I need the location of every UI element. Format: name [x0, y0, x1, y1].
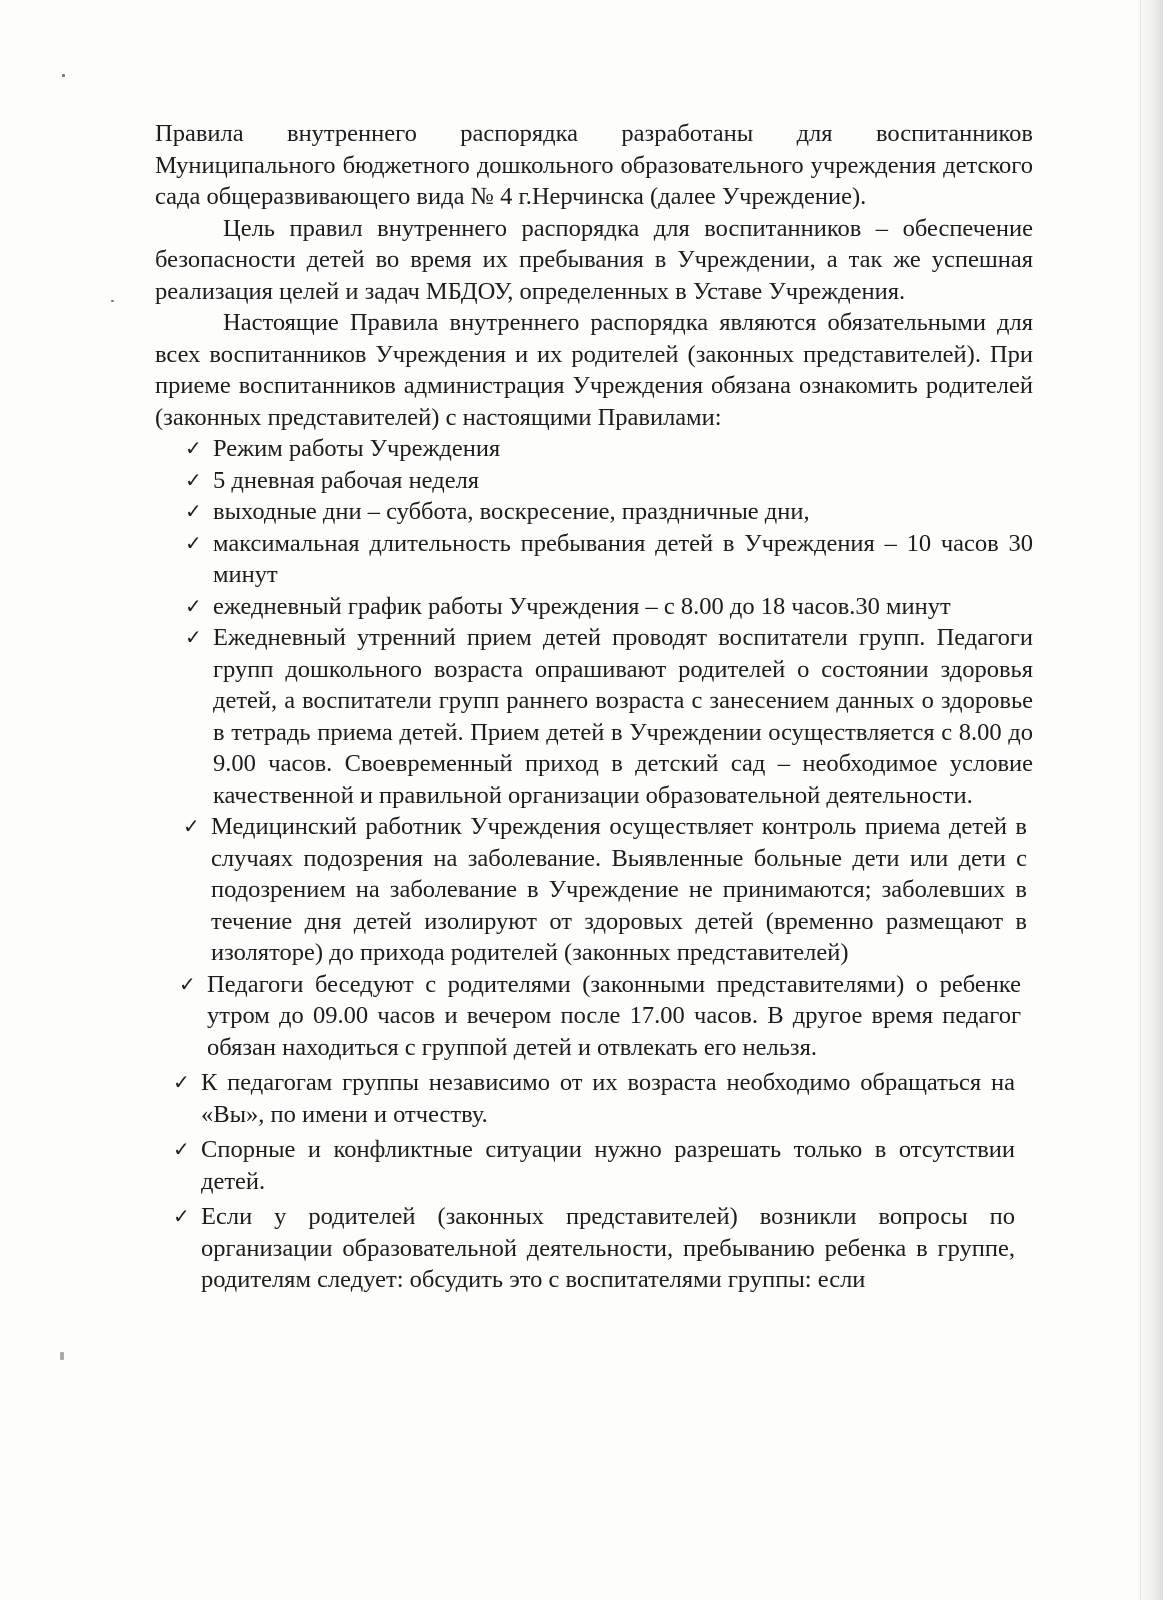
checkmark-icon: ✓	[173, 1070, 190, 1094]
checkmark-icon: ✓	[185, 467, 202, 492]
checkmark-icon: ✓	[179, 971, 196, 996]
intro-paragraph: Правила внутреннего распорядка разработаны для воспитанников Муниципального бюджетного дошкольного образовательного учреждения детского сада общеразвивающего вида № 4 г.Нерчинска (далее Учреждение).	[155, 120, 1033, 210]
list-item	[155, 1067, 1015, 1130]
purpose-paragraph: Цель правил внутреннего распорядка для воспитанников – обеспечение безопасности детей во время их пребывания в Учреждении, а так же успешная реализация целей и задач МБДОУ, определенных в Уставе Учреждения.	[155, 214, 1033, 305]
obligation-paragraph: Настоящие Правила внутреннего распорядка являются обязательными для всех воспитанников Учреждения и их родителей (законных представителей). При приеме воспитанников администрация Учреждения обязана ознакомить родителей (законных представителей) с настоящими Правилами:	[155, 309, 1033, 431]
checkmark-icon: ✓	[173, 1137, 190, 1161]
page-edge-line	[1140, 0, 1141, 1600]
list-item	[155, 622, 1033, 811]
scan-speck	[60, 1352, 64, 1360]
checkmark-icon: ✓	[185, 530, 202, 555]
scan-speck	[111, 300, 114, 302]
document-body	[155, 118, 1033, 1296]
list-item	[155, 465, 1033, 497]
list-item-text: Если у родителей (законных представителей) возникли вопросы по организации образовательной деятельности, пребыванию ребенка в группе, родителям следует: обсудить это с воспитателями группы: если	[201, 1203, 1015, 1293]
scan-speck	[62, 74, 65, 77]
checkmark-icon: ✓	[183, 814, 200, 838]
checkmark-icon: ✓	[185, 593, 202, 618]
checkmark-icon: ✓	[185, 625, 202, 649]
list-item-text: Ежедневный утренний прием детей проводят воспитатели групп. Педагоги групп дошкольного возраста опрашивают родителей о состоянии здоровья детей, а воспитатели групп раннего возраста с занесением данных о здоровье в тетрадь приема детей. Прием детей в Учреждении осуществляется с 8.00 до 9.00 часов. Своевременный приход в детский сад – необходимое условие качественной и правильной организации образовательной деятельности.	[213, 624, 1033, 809]
list-item	[155, 433, 1033, 465]
checkmark-icon: ✓	[173, 1204, 190, 1228]
list-item	[155, 1134, 1015, 1197]
list-item	[155, 528, 1033, 591]
rules-checklist	[155, 433, 1033, 1296]
list-item-text: выходные дни – суббота, воскресение, праздничные дни,	[213, 498, 810, 525]
list-item-text: К педагогам группы независимо от их возраста необходимо обращаться на «Вы», по имени и отчеству.	[201, 1069, 1015, 1128]
list-item-text: Медицинский работник Учреждения осуществляет контроль приема детей в случаях подозрения на заболевание. Выявленные больные дети или дети с подозрением на заболевание в Учреждение не принимаются; заболевших в течение дня детей изолируют от здоровых детей (временно размещают в изоляторе) до прихода родителей (законных представителей)	[211, 813, 1027, 966]
list-item-text: максимальная длительность пребывания детей в Учреждения – 10 часов 30 минут	[213, 529, 1033, 588]
list-item-text: 5 дневная рабочая неделя	[213, 466, 480, 494]
list-item-text: Педагоги беседуют с родителями (законными представителями) о ребенке утром до 09.00 часов и вечером после 17.00 часов. В другое время педагог обязан находиться с группой детей и отвлекать его нельзя.	[207, 970, 1021, 1061]
list-item	[155, 969, 1021, 1064]
checkmark-icon: ✓	[185, 499, 202, 523]
list-item	[155, 1201, 1015, 1296]
list-item-text: ежедневный график работы Учреждения – с 8.00 до 18 часов.30 минут	[213, 592, 951, 620]
list-item-text: Режим работы Учреждения	[213, 435, 501, 462]
checkmark-icon: ✓	[185, 436, 202, 460]
list-item	[155, 496, 1033, 528]
list-item-text: Спорные и конфликтные ситуации нужно разрешать только в отсутствии детей.	[201, 1136, 1015, 1195]
list-item	[155, 811, 1027, 969]
list-item	[155, 591, 1033, 623]
